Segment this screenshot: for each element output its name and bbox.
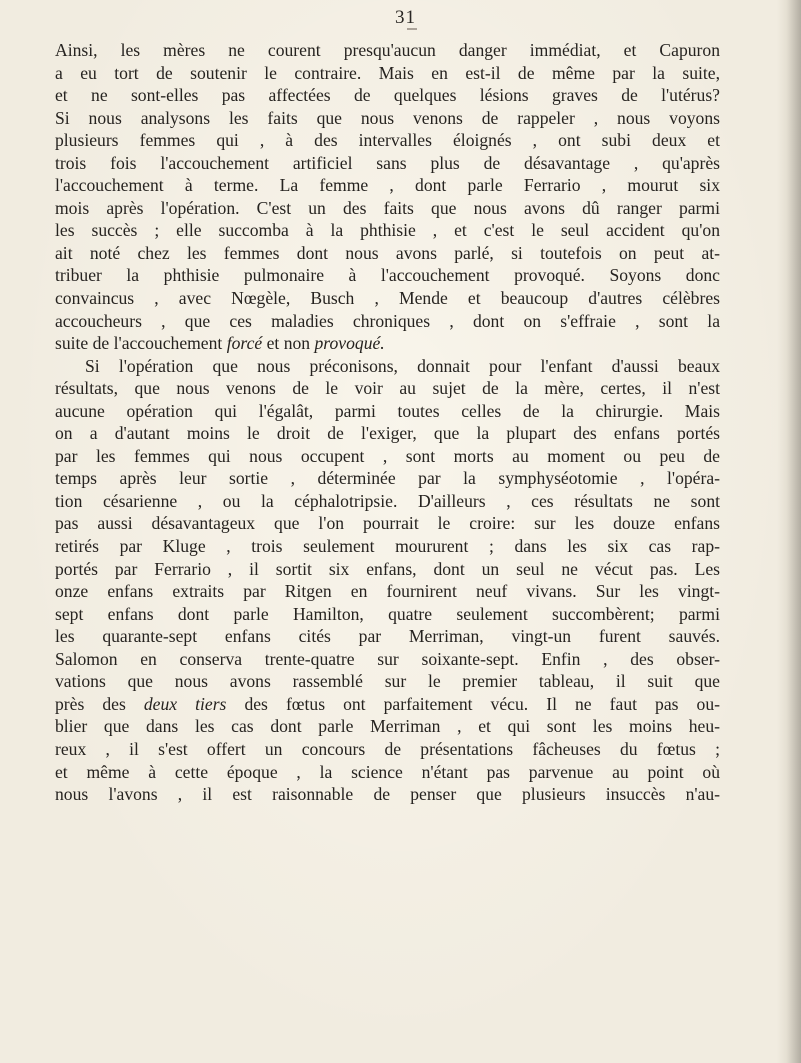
text-line: par les femmes qui nous occupent , sont morts au moment ou peu de <box>55 445 720 466</box>
body-text <box>55 39 720 806</box>
text-line: blier que dans les cas dont parle Merriman , et qui sont les moins heu- <box>55 716 720 737</box>
paragraph-1 <box>55 39 720 355</box>
text-line: accoucheurs , que ces maladies chroniques , dont on s'effraie , sont la <box>55 310 720 331</box>
paragraph-2 <box>55 355 720 806</box>
text-line: Ainsi, les mères ne courent presqu'aucun danger immédiat, et Capuron <box>55 40 720 60</box>
text-line: trois fois l'accouchement artificiel sans plus de désavantage , qu'après <box>55 152 720 173</box>
text-line: près des deux tiers des fœtus ont parfaitement vécu. Il ne faut pas ou- <box>55 693 721 714</box>
text-line: les quarante-sept enfans cités par Merriman, vingt-un furent sauvés. <box>55 626 720 647</box>
text-line: vations que nous avons rassemblé sur le premier tableau, il suit que <box>55 671 720 692</box>
text-line: tribuer la phthisie pulmonaire à l'accouchement provoqué. Soyons donc <box>55 265 720 286</box>
text-line: pas aussi désavantageux que l'on pourrait le croire: sur les douze enfans <box>55 513 720 534</box>
text-line: et même à cette époque , la science n'étant pas parvenue au point où <box>55 761 720 782</box>
text-line: temps après leur sortie , déterminée par la symphyséotomie , l'opéra- <box>55 468 720 489</box>
text-line: onze enfans extraits par Ritgen en fournirent neuf vivans. Sur les vingt- <box>55 581 720 602</box>
page-number: 31 <box>395 7 416 28</box>
text-line: mois après l'opération. C'est un des faits que nous avons dû ranger parmi <box>55 197 720 218</box>
text-line: aucune opération qui l'égalât, parmi toutes celles de la chirurgie. Mais <box>55 400 720 421</box>
text-line: ait noté chez les femmes dont nous avons parlé, si toutefois on peut at- <box>55 242 720 263</box>
italic-text: deux tiers <box>143 693 227 714</box>
text-line: retirés par Kluge , trois seulement moururent ; dans les six cas rap- <box>55 536 720 557</box>
text-line: Si l'opération que nous préconisons, donnait pour l'enfant d'aussi beaux <box>85 355 720 376</box>
text-line: et ne sont-elles pas affectées de quelques lésions graves de l'utérus? <box>55 85 720 106</box>
text-line: suite de l'accouchement forcé et non provoqué. <box>55 333 385 354</box>
text-line: a eu tort de soutenir le contraire. Mais en est-il de même par la suite, <box>55 62 720 83</box>
italic-text: forcé <box>226 333 263 354</box>
text-line: Salomon en conserva trente-quatre sur soixante-sept. Enfin , des obser- <box>55 648 720 669</box>
text-line: résultats, que nous venons de le voir au sujet de la mère, certes, il n'est <box>55 378 720 399</box>
text-line: nous l'avons , il est raisonnable de penser que plusieurs insuccès n'au- <box>55 784 720 805</box>
italic-text: provoqué. <box>314 333 385 354</box>
text-line: reux , il s'est offert un concours de présentations fâcheuses du fœtus ; <box>55 738 720 759</box>
text-line: sept enfans dont parle Hamilton, quatre seulement succombèrent; parmi <box>55 603 720 624</box>
text-line: plusieurs femmes qui , à des intervalles éloignés , ont subi deux et <box>55 130 720 151</box>
text-line: tion césarienne , ou la céphalotripsie. D'ailleurs , ces résultats ne sont <box>55 490 720 511</box>
text-line: Si nous analysons les faits que nous venons de rappeler , nous voyons <box>55 107 720 128</box>
page-edge-shadow <box>777 0 801 1063</box>
text-line: convaincus , avec Nœgèle, Busch , Mende et beaucoup d'autres célèbres <box>55 288 720 309</box>
text-line: les succès ; elle succomba à la phthisie , et c'est le seul accident qu'on <box>55 220 720 241</box>
text-line: l'accouchement à terme. La femme , dont parle Ferrario , mourut six <box>55 175 720 196</box>
text-line: portés par Ferrario , il sortit six enfans, dont un seul ne vécut pas. Les <box>55 558 720 579</box>
text-line: on a d'autant moins le droit de l'exiger, que la plupart des enfans portés <box>55 423 720 444</box>
